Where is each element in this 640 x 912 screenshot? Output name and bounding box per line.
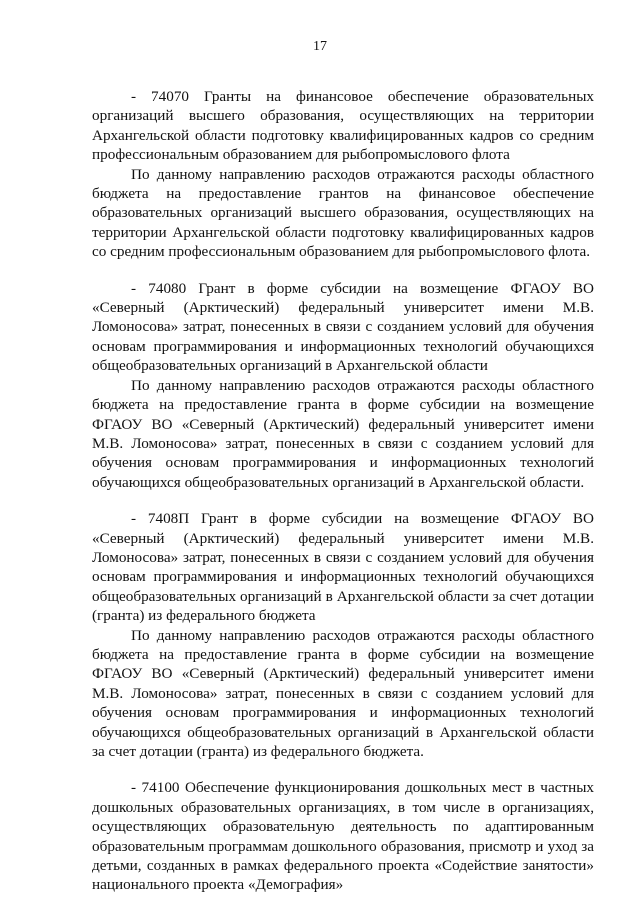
expense-item-description: По данному направлению расходов отражаются расходы областного бюджета на предоставление гранта в форме субсидии на возмещение ФГАОУ ВО «Северный (Арктический) федеральный университет имени М.В. Ломоносова» затрат, понесенных в связи с созданием условий для обучения основам программирования и информационных технологий обучающихся общеобразовательных организаций в Архангельской области за счет дотации (гранта) из федерального бюджета. <box>92 626 594 760</box>
expense-item-heading: - 74070 Гранты на финансовое обеспечение образовательных организаций высшего образования, осуществляющих на территории Архангельской области подготовку квалифицированных кадров со средним профессиональным образованием для рыбопромыслового флота <box>92 88 594 164</box>
expense-item-7408p <box>92 509 594 761</box>
expense-item-heading: - 74080 Грант в форме субсидии на возмещение ФГАОУ ВО «Северный (Арктический) федеральный университет имени М.В. Ломоносова» затрат, понесенных в связи с созданием условий для обучения основам программирования и информационных технологий обучающихся общеобразовательных организаций в Архангельской области <box>92 279 594 375</box>
expense-item-74080 <box>92 279 594 492</box>
expense-item-heading: - 74100 Обеспечение функционирования дошкольных мест в частных дошкольных образовательных организациях, в том числе в организациях, осуществляющих образовательную деятельность по адаптированным образовательным программам дошкольного образования, присмотр и уход за детьми, созданных в рамках федерального проекта «Содействие занятости» национального проекта «Демография» <box>92 779 594 894</box>
expense-item-heading: - 7408П Грант в форме субсидии на возмещение ФГАОУ ВО «Северный (Арктический) федеральный университет имени М.В. Ломоносова» затрат, понесенных в связи с созданием условий для обучения основам программирования и информационных технологий обучающихся общеобразовательных организаций в Архангельской области за счет дотации (гранта) из федерального бюджета <box>92 510 594 625</box>
document-body <box>92 87 594 912</box>
expense-item-description: По данному направлению расходов отражаются расходы областного бюджета на предоставление гранта в форме субсидии на возмещение ФГАОУ ВО «Северный (Арктический) федеральный университет имени М.В. Ломоносова» затрат, понесенных в связи с созданием условий для обучения основам программирования и информационных технологий обучающихся общеобразовательных организаций в Архангельской области. <box>92 376 594 491</box>
expense-item-74070 <box>92 87 594 262</box>
expense-item-description: По данному направлению расходов отражаются расходы областного бюджета на предоставление грантов на финансовое обеспечение образовательных организаций высшего образования, осуществляющих на территории Архангельской области подготовку квалифицированных кадров со средним профессиональным образованием для рыбопромыслового флота. <box>92 165 594 261</box>
page-number: 17 <box>313 39 327 54</box>
expense-item-74100 <box>92 778 594 894</box>
